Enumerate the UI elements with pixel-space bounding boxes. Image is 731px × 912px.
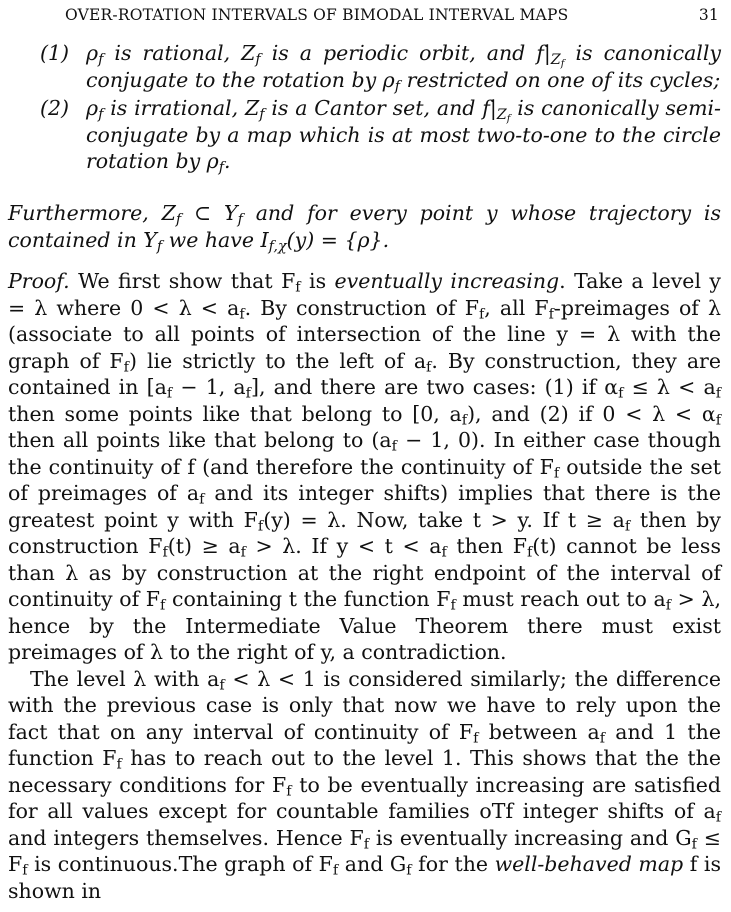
list-item-number: (2) [40, 96, 70, 120]
running-title: OVER-ROTATION INTERVALS OF BIMODAL INTERVAL MAPS [65, 6, 569, 24]
list-item-text: $\rho_f$ is rational, $Z_f$ is a periodic orbit, and $f|_{Z_f}$ is canonically conjugate to the rotation by $\rho_f$ restricted on one of its cycles; [86, 41, 721, 95]
list-item-text: $\rho_f$ is irrational, $Z_f$ is a Cantor set, and $f|_{Z_f}$ is canonically semi-conjugate by a map which is at most two-to-one to the circle rotation by $\rho_f$. [86, 96, 721, 176]
running-header [65, 6, 719, 30]
theorem-list [8, 40, 721, 177]
theorem-continuation: Furthermore, $Z_f$ ⊂ $Y_f$ and for every point y whose trajectory is contained in $Y_f$ we have $I_{f,\chi}(y) = \{\rho\}$. [8, 201, 722, 255]
proof-paragraph-1 [8, 268, 721, 666]
list-item-number: (1) [40, 41, 70, 65]
proof-paragraph-2: The level λ with $a_f < \lambda < 1$ is considered similarly; the difference with the previous case is only that now we have to rely upon the fact that on any interval of continuity of $F_f$ between $a_f$ and 1 the function $F_f$ has to reach out to the level 1. This shows that the the necessary conditions for $F_f$ to be eventually increasing are satisfied for all values except for countable families oTf integer shifts of $a_f$ and integers themselves. Hence $F_f$ is eventually increasing and $G_f \le F_f$ is continuous.The graph of $F_f$ and $G_f$ for the well-behaved map f is shown in [8, 666, 722, 903]
theorem-list-item-2 [8, 95, 721, 175]
page-number: 31 [698, 6, 719, 24]
proof-block [8, 268, 721, 904]
proof-paragraph-1-text: We first show that $F_f$ is eventually increasing. Take a level y = λ where $0 < \lambda < a_f$. By construction of $F_f$, all $F_f$-preimages of λ (associate to all points of intersection of the line y = λ with the graph of $F_f$) lie strictly to the left of $a_f$. By construction, they are contained in [$a_f - 1$, $a_f$], and there are two cases: (1) if $\alpha_f \le \lambda < a_f$ then some points like that belong to [0, $a_f$), and (2) if $0 < \lambda < \alpha_f$ then all points like that belong to ($a_f - 1$, 0). In either case though the continuity of f (and therefore the continuity of $F_f$ outside the set of preimages of $a_f$ and its integer shifts) implies that there is the greatest point y with $F_f(y) = \lambda$. Now, take t > y. If $t \ge a_f$ then by construction $F_f(t) \ge a_f > \lambda$. If $y < t < a_f$ then $F_f(t)$ cannot be less than λ as by construction at the right endpoint of the interval of continuity of $F_f$ containing t the function $F_f$ must reach out to $a_f > \lambda$, hence by the Intermediate Value Theorem there must exist preimages of λ to the right of y, a contradiction. [8, 269, 722, 664]
theorem-list-item-1 [8, 40, 721, 93]
proof-label: Proof. [8, 269, 70, 293]
